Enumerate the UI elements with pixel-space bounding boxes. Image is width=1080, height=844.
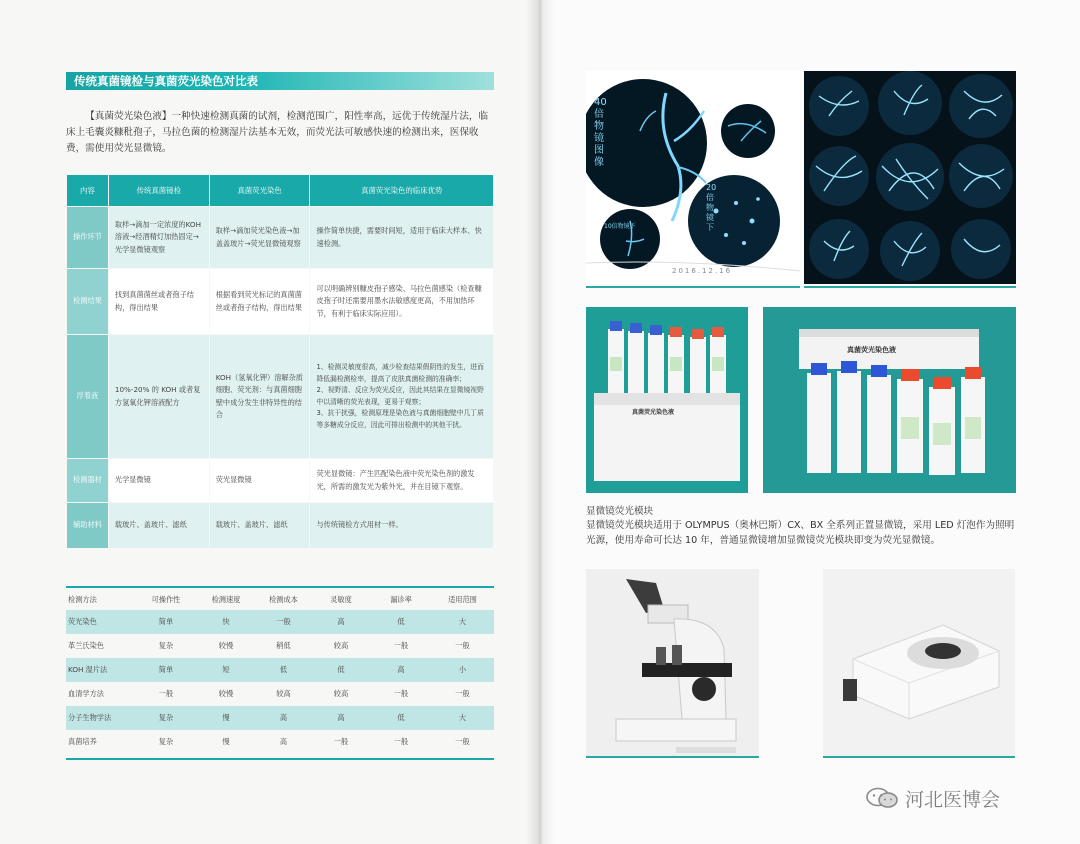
table-cell: 荧光显微镜 (209, 459, 310, 503)
comparison-table (66, 174, 494, 549)
table-cell: 快 (196, 610, 256, 634)
table-cell: 载玻片、盖玻片、滤纸 (209, 503, 310, 549)
table-cell: 一般 (455, 689, 470, 698)
photo-rule (586, 286, 800, 288)
table-cell: 一般 (393, 689, 409, 698)
table-header-row (66, 590, 494, 610)
table-cell: KOH（氢氧化钾）溶解杂质细胞、荧光剂：与真菌细胞壁中成分发生非特异性的结合 (209, 335, 310, 459)
table-cell: 一般 (455, 737, 470, 746)
table-cell: 高 (256, 706, 311, 730)
table-cell: 10%-20% 的 KOH 或者复方氢氧化钾溶液配方 (108, 335, 209, 459)
table-cell: KOH 湿片法 (66, 658, 136, 682)
header-cell: 内容 (67, 175, 109, 207)
table-cell: 光学显微镜 (108, 459, 209, 503)
table-cell: 取样→滴加一定浓度的KOH溶液→经酒精灯加热固定→光学显微镜观察 (108, 207, 209, 269)
table-cell: 低 (371, 706, 431, 730)
table-cell: 1、检测灵敏度很高，减少检查结果假阴性的发生，进而降低漏检测检率，提高了皮肤真菌检测的准确率； 2、视野清、反应为荧光反应，因此其结果在显微镜视野中以清晰的荧光表现，更易于观察； 3、抗干扰强，检测原理是染色液与真菌细胞壁中几丁质等多糖成分反应，因此可排出检测中的其他干扰。 (310, 335, 494, 459)
table-cell: 一般 (256, 610, 311, 634)
table-cell: 操作简单快捷，需要时间短，适用于临床大样本、快速检测。 (310, 207, 494, 269)
table-cell: 一般 (393, 641, 409, 650)
fluorescence-micrograph-circles (586, 71, 800, 284)
table-row (66, 730, 494, 754)
section-title: 传统真菌镜检与真菌荧光染色对比表 (66, 72, 494, 90)
book-spine-shadow (526, 0, 554, 844)
table-cell: 复杂 (158, 641, 174, 650)
table-cell: 一般 (393, 737, 409, 746)
row-label: 检测结果 (67, 269, 109, 335)
table-top-rule (66, 586, 494, 588)
table-cell: 慢 (222, 737, 230, 746)
table-cell: 荧光染色 (66, 610, 136, 634)
table-row (66, 682, 494, 706)
header-cell: 检测方法 (68, 595, 97, 604)
table-cell: 简单 (136, 610, 196, 634)
table-row (67, 459, 494, 503)
table-cell: 复杂 (158, 737, 174, 746)
row-label: 操作环节 (67, 207, 109, 269)
fluorescence-micrograph-grid (804, 71, 1016, 284)
table-cell: 革兰氏染色 (68, 641, 104, 650)
table-cell: 简单 (136, 658, 196, 682)
table-cell: 低 (311, 658, 371, 682)
table-row (66, 658, 494, 682)
table-header-row (67, 175, 494, 207)
photo-rule (586, 756, 759, 758)
table-cell: 分子生物学法 (66, 706, 136, 730)
header-cell: 适用范围 (448, 595, 477, 604)
table-cell: 载玻片、盖玻片、滤纸 (108, 503, 209, 549)
header-cell: 漏诊率 (390, 595, 412, 604)
table-cell: 低 (371, 610, 431, 634)
watermark-text: 河北医博会 (905, 788, 1001, 811)
table-cell: 高 (311, 706, 371, 730)
table-cell: 小 (431, 658, 494, 682)
box-label: 真菌荧光染色液 (847, 346, 896, 354)
table-cell: 可以明确辨别糠皮孢子感染、马拉色菌感染（检查糠皮孢子时还需要用墨水法敏感度更高，不用加热环节，有利于临床实际应用）。 (310, 269, 494, 335)
table-row (66, 610, 494, 634)
fluorescence-module-photo (823, 569, 1015, 756)
table-cell: 高 (311, 610, 371, 634)
header-cell: 灵敏度 (330, 595, 352, 604)
reagent-kit-photo-2 (763, 307, 1016, 493)
method-comparison-table (66, 590, 494, 754)
table-cell: 高 (279, 737, 288, 746)
box-label: 真菌荧光染色液 (632, 409, 675, 416)
table-cell: 较高 (276, 689, 291, 698)
label-20x: 20倍物镜下 (706, 183, 717, 232)
header-cell: 检测成本 (269, 595, 298, 604)
header-cell: 可操作性 (151, 595, 181, 604)
table-bottom-rule (66, 758, 494, 760)
table-cell: 真菌培养 (68, 737, 97, 746)
table-cell: 稍低 (276, 641, 291, 650)
table-cell: 较高 (333, 689, 349, 698)
table-row (67, 269, 494, 335)
header-cell: 传统真菌镜检 (108, 175, 209, 207)
table-cell: 一般 (333, 737, 349, 746)
wechat-watermark (865, 786, 1000, 810)
table-row (67, 503, 494, 549)
table-cell: 短 (196, 658, 256, 682)
table-cell: 找到真菌菌丝或者孢子结构，得出结果 (108, 269, 209, 335)
row-label: 检测器材 (67, 459, 109, 503)
table-row (66, 634, 494, 658)
reagent-kit-photo-1 (586, 307, 748, 493)
header-cell: 真菌荧光染色的临床优势 (310, 175, 494, 207)
row-label: 浮着液 (67, 335, 109, 459)
caption-title: 显微镜荧光模块 (586, 506, 654, 517)
table-cell: 较高 (333, 641, 349, 650)
table-row (67, 207, 494, 269)
caption-body: 显微镜荧光模块适用于 OLYMPUS（奥林巴斯）CX、BX 全系列正置显微镜，采用 LED 灯泡作为照明光源，使用寿命可长达 10 年，普通显微镜增加显微镜荧光模块即变为荧光显微镜。 (586, 520, 1015, 546)
header-cell: 检测速度 (211, 595, 241, 604)
table-cell: 一般 (158, 689, 174, 698)
table-row (67, 335, 494, 459)
table-cell: 取样→滴加荧光染色液→加盖盖玻片→荧光显微镜观察 (209, 207, 310, 269)
label-40x: 40倍物镜图像 (594, 97, 607, 168)
row-label: 辅助材料 (67, 503, 109, 549)
table-cell: 大 (431, 610, 494, 634)
table-cell: 一般 (455, 641, 470, 650)
table-cell: 慢 (196, 706, 256, 730)
table-cell: 根据看到荧光标记的真菌菌丝或者孢子结构，得出结果 (209, 269, 310, 335)
table-row (66, 706, 494, 730)
table-cell: 较慢 (218, 641, 234, 650)
photo-rule (804, 286, 1016, 288)
table-cell: 低 (256, 658, 311, 682)
table-cell: 荧光显微镜：产生匹配染色液中荧光染色剂的激发光，所需的激发光为紫外光，并在目镜下观察。 (310, 459, 494, 503)
wechat-icon (865, 787, 899, 809)
table-cell: 大 (431, 706, 494, 730)
table-cell: 血清学方法 (68, 689, 104, 698)
header-cell: 真菌荧光染色 (209, 175, 310, 207)
photo-rule (823, 756, 1015, 758)
table-cell: 较慢 (218, 689, 234, 698)
table-cell: 高 (371, 658, 431, 682)
label-10x: 10倍物镜下 (604, 223, 636, 230)
table-cell: 与传统镜检方式用材一样。 (310, 503, 494, 549)
microscope-photo (586, 569, 759, 756)
date-stamp: 2016.12.16 (672, 267, 733, 275)
intro-paragraph: 【真菌荧光染色液】一种快速检测真菌的试剂，检测范围广，阳性率高，远优于传统湿片法，临床上毛囊炎糠秕孢子，马拉色菌的检测湿片法基本无效，而荧光法可敏感快速的检测出来，医保收费，需使用荧光显微镜。 (66, 111, 489, 154)
table-cell: 复杂 (136, 706, 196, 730)
